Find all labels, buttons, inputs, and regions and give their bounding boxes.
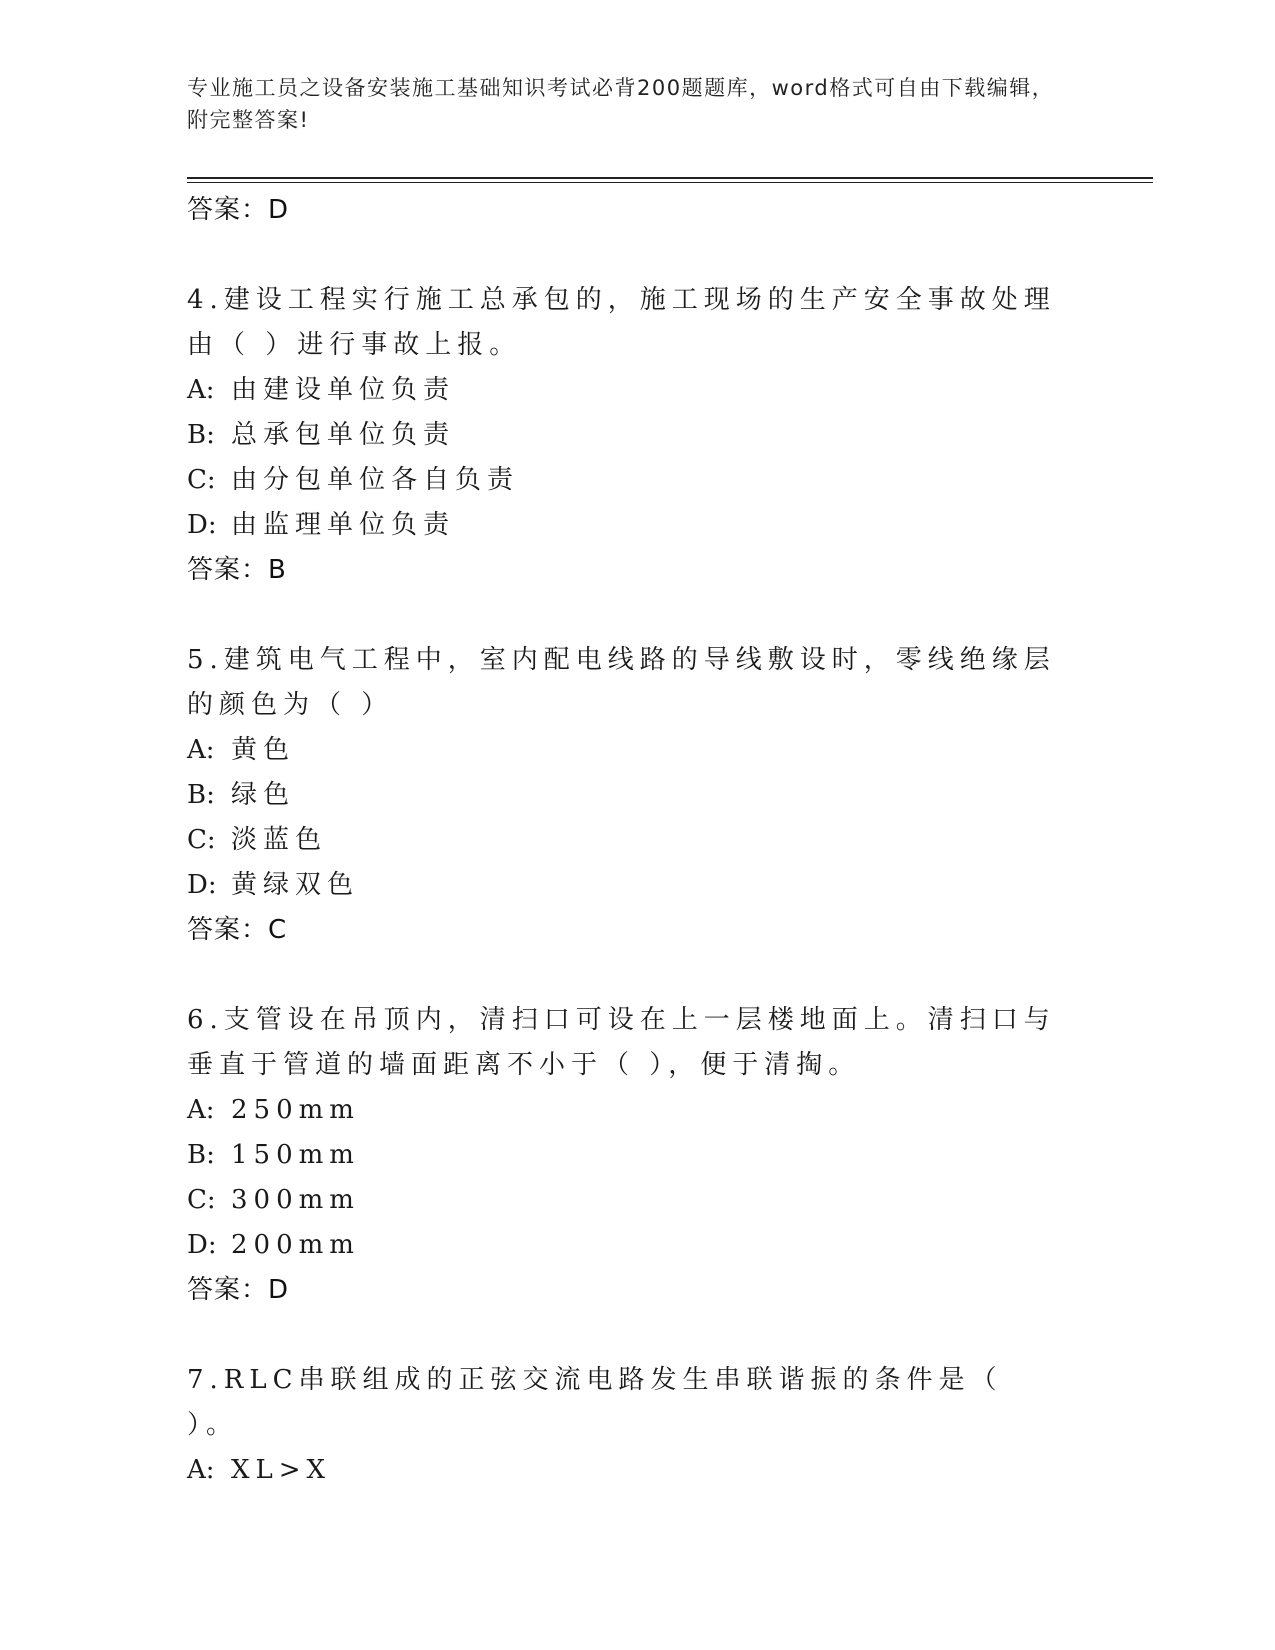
option-text: 由分包单位各自负责 <box>231 465 520 495</box>
option-d <box>187 863 1067 908</box>
option-a <box>187 728 1067 773</box>
spacer <box>187 1313 1067 1358</box>
option-a <box>187 1088 1067 1133</box>
option-label: D: <box>187 510 217 540</box>
option-label: C: <box>187 465 216 495</box>
option-text: 由监理单位负责 <box>231 510 456 540</box>
option-text: 绿色 <box>231 780 296 810</box>
option-text: 黄绿双色 <box>231 870 360 900</box>
spacer <box>187 953 1067 998</box>
option-text: 150mm <box>231 1140 360 1170</box>
header-rule-thin <box>187 182 1153 183</box>
option-b <box>187 1133 1067 1178</box>
option-c <box>187 458 1067 503</box>
option-c <box>187 818 1067 863</box>
option-text: 由建设单位负责 <box>231 375 456 405</box>
option-text: 黄色 <box>231 735 296 765</box>
option-label: B: <box>187 420 215 450</box>
question-text: 5.建筑电气工程中，室内配电线路的导线敷设时，零线绝缘层的颜色为（ ） <box>187 645 1056 720</box>
answer-line: 答案：D <box>187 195 290 225</box>
option-a <box>187 1448 1067 1493</box>
option-label: D: <box>187 870 217 900</box>
option-label: B: <box>187 780 215 810</box>
question-block <box>187 1358 1067 1493</box>
option-label: A: <box>187 1095 215 1125</box>
option-d <box>187 503 1067 548</box>
question-block <box>187 638 1067 953</box>
option-label: D: <box>187 1230 217 1260</box>
option-b <box>187 413 1067 458</box>
answer-line: 答案：C <box>187 915 288 945</box>
option-text: 250mm <box>231 1095 360 1125</box>
option-d <box>187 1223 1067 1268</box>
option-text: 300mm <box>231 1185 360 1215</box>
option-c <box>187 1178 1067 1223</box>
option-label: C: <box>187 1185 216 1215</box>
document-header <box>187 72 1067 136</box>
option-label: A: <box>187 1455 215 1485</box>
option-text: 淡蓝色 <box>231 825 328 855</box>
answer-line: 答案：D <box>187 1275 290 1305</box>
option-label: C: <box>187 825 216 855</box>
answer-line: 答案：B <box>187 555 287 585</box>
question-text: 4.建设工程实行施工总承包的，施工现场的生产安全事故处理由（ ）进行事故上报。 <box>187 285 1056 360</box>
option-text: XL>X <box>231 1455 332 1485</box>
option-a <box>187 368 1067 413</box>
option-label: A: <box>187 735 215 765</box>
header-rule-thick <box>187 177 1153 179</box>
question-text: 7.RLC串联组成的正弦交流电路发生串联谐振的条件是（ ）。 <box>187 1365 1003 1440</box>
option-text: 200mm <box>231 1230 360 1260</box>
option-label: B: <box>187 1140 215 1170</box>
spacer <box>187 233 1067 278</box>
option-label: A: <box>187 375 215 405</box>
question-block <box>187 278 1067 593</box>
option-text: 总承包单位负责 <box>231 420 456 450</box>
question-text: 6.支管设在吊顶内，清扫口可设在上一层楼地面上。清扫口与垂直于管道的墙面距离不小于（ ），便于清掏。 <box>187 1005 1056 1080</box>
spacer <box>187 593 1067 638</box>
document-title: 专业施工员之设备安装施工基础知识考试必背200题题库，word格式可自由下载编辑，附完整答案! <box>187 76 1055 132</box>
option-b <box>187 773 1067 818</box>
question-list <box>187 188 1067 1493</box>
question-block <box>187 998 1067 1313</box>
